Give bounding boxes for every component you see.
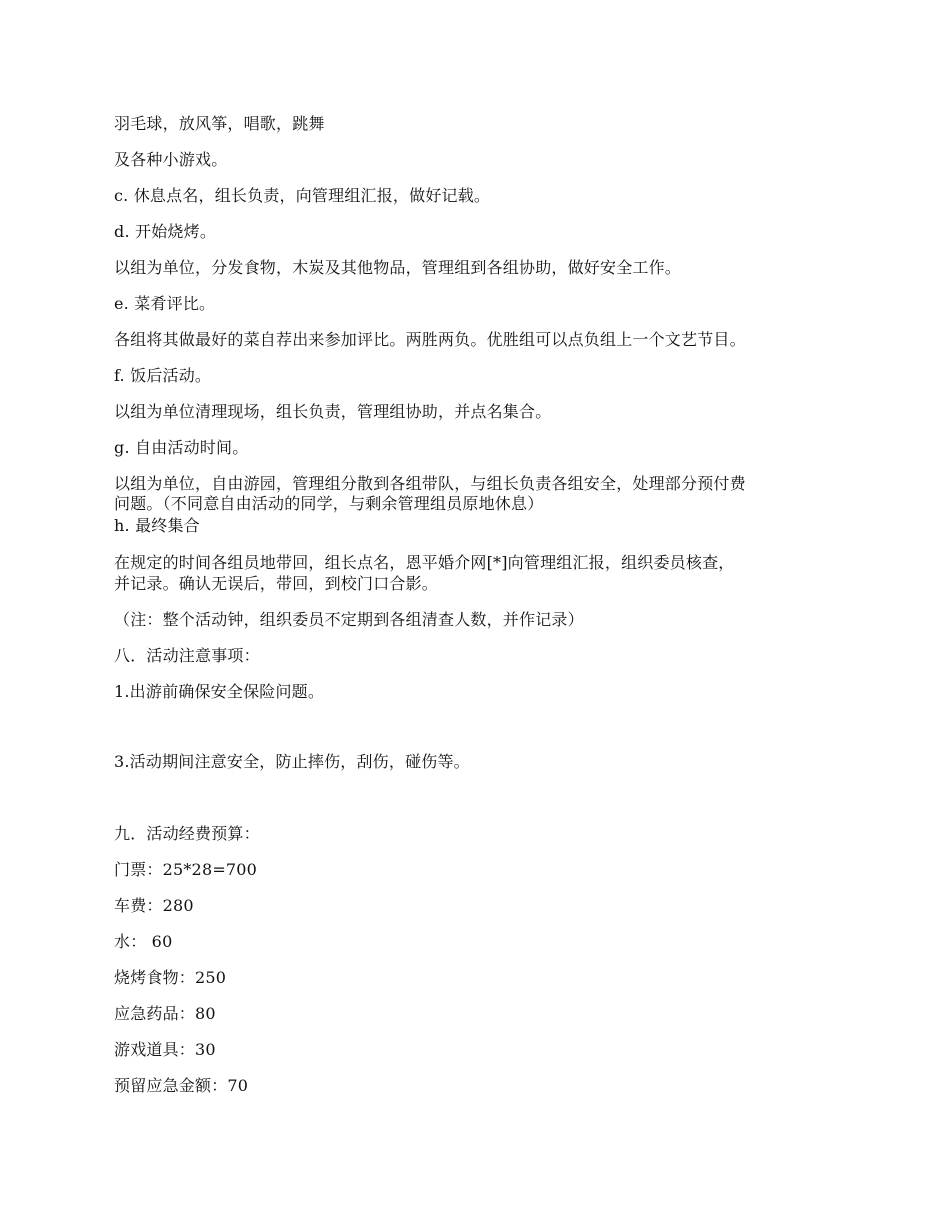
step-g-body-line1: 以组为单位，自由游园，管理组分散到各组带队，与组长负责各组安全，处理部分预付费 xyxy=(114,474,746,493)
activity-list-line-cont: 及各种小游戏。 xyxy=(114,150,228,169)
step-d-heading: d. 开始烧烤。 xyxy=(114,222,217,241)
step-e-body: 各组将其做最好的菜自荐出来参加评比。两胜两负。优胜组可以点负组上一个文艺节目。 xyxy=(114,330,746,349)
step-e-heading: e. 菜肴评比。 xyxy=(114,294,216,313)
step-f-body: 以组为单位清理现场，组长负责，管理组协助，并点名集合。 xyxy=(114,402,552,421)
step-h-heading: h. 最终集合 xyxy=(114,516,200,535)
section-8-heading: 八．活动注意事项： xyxy=(114,646,260,665)
note-paragraph: （注：整个活动钟，组织委员不定期到各组清查人数，并作记录） xyxy=(114,610,584,629)
notice-item-3: 3.活动期间注意安全，防止摔伤，刮伤，碰伤等。 xyxy=(114,752,470,771)
budget-water: 水： 60 xyxy=(114,932,173,951)
step-g-heading: g. 自由活动时间。 xyxy=(114,438,249,457)
notice-item-1: 1.出游前确保安全保险问题。 xyxy=(114,682,325,701)
step-c-heading: c. 休息点名，组长负责，向管理组汇报，做好记载。 xyxy=(114,186,491,205)
section-9-heading: 九．活动经费预算： xyxy=(114,824,260,843)
budget-game-props: 游戏道具：30 xyxy=(114,1040,216,1059)
step-f-heading: f. 饭后活动。 xyxy=(114,366,212,385)
budget-medicine: 应急药品：80 xyxy=(114,1004,216,1023)
budget-tickets: 门票：25*28=700 xyxy=(114,860,258,879)
step-g-body-line2: 问题。（不同意自由活动的同学，与剩余管理组员原地休息） xyxy=(114,494,544,513)
document-page xyxy=(114,0,854,1230)
activity-list-line: 羽毛球，放风筝，唱歌，跳舞 xyxy=(114,114,325,133)
budget-bbq-food: 烧烤食物：250 xyxy=(114,968,227,987)
step-h-body-line2: 并记录。确认无误后，带回，到校门口合影。 xyxy=(114,574,439,593)
budget-transport: 车费：280 xyxy=(114,896,194,915)
budget-reserve: 预留应急金额：70 xyxy=(114,1076,249,1095)
step-h-body-line1: 在规定的时间各组员地带回，组长点名，恩平婚介网[*]向管理组汇报，组织委员核查， xyxy=(114,553,735,572)
step-d-body: 以组为单位，分发食物，木炭及其他物品，管理组到各组协助，做好安全工作。 xyxy=(114,258,682,277)
